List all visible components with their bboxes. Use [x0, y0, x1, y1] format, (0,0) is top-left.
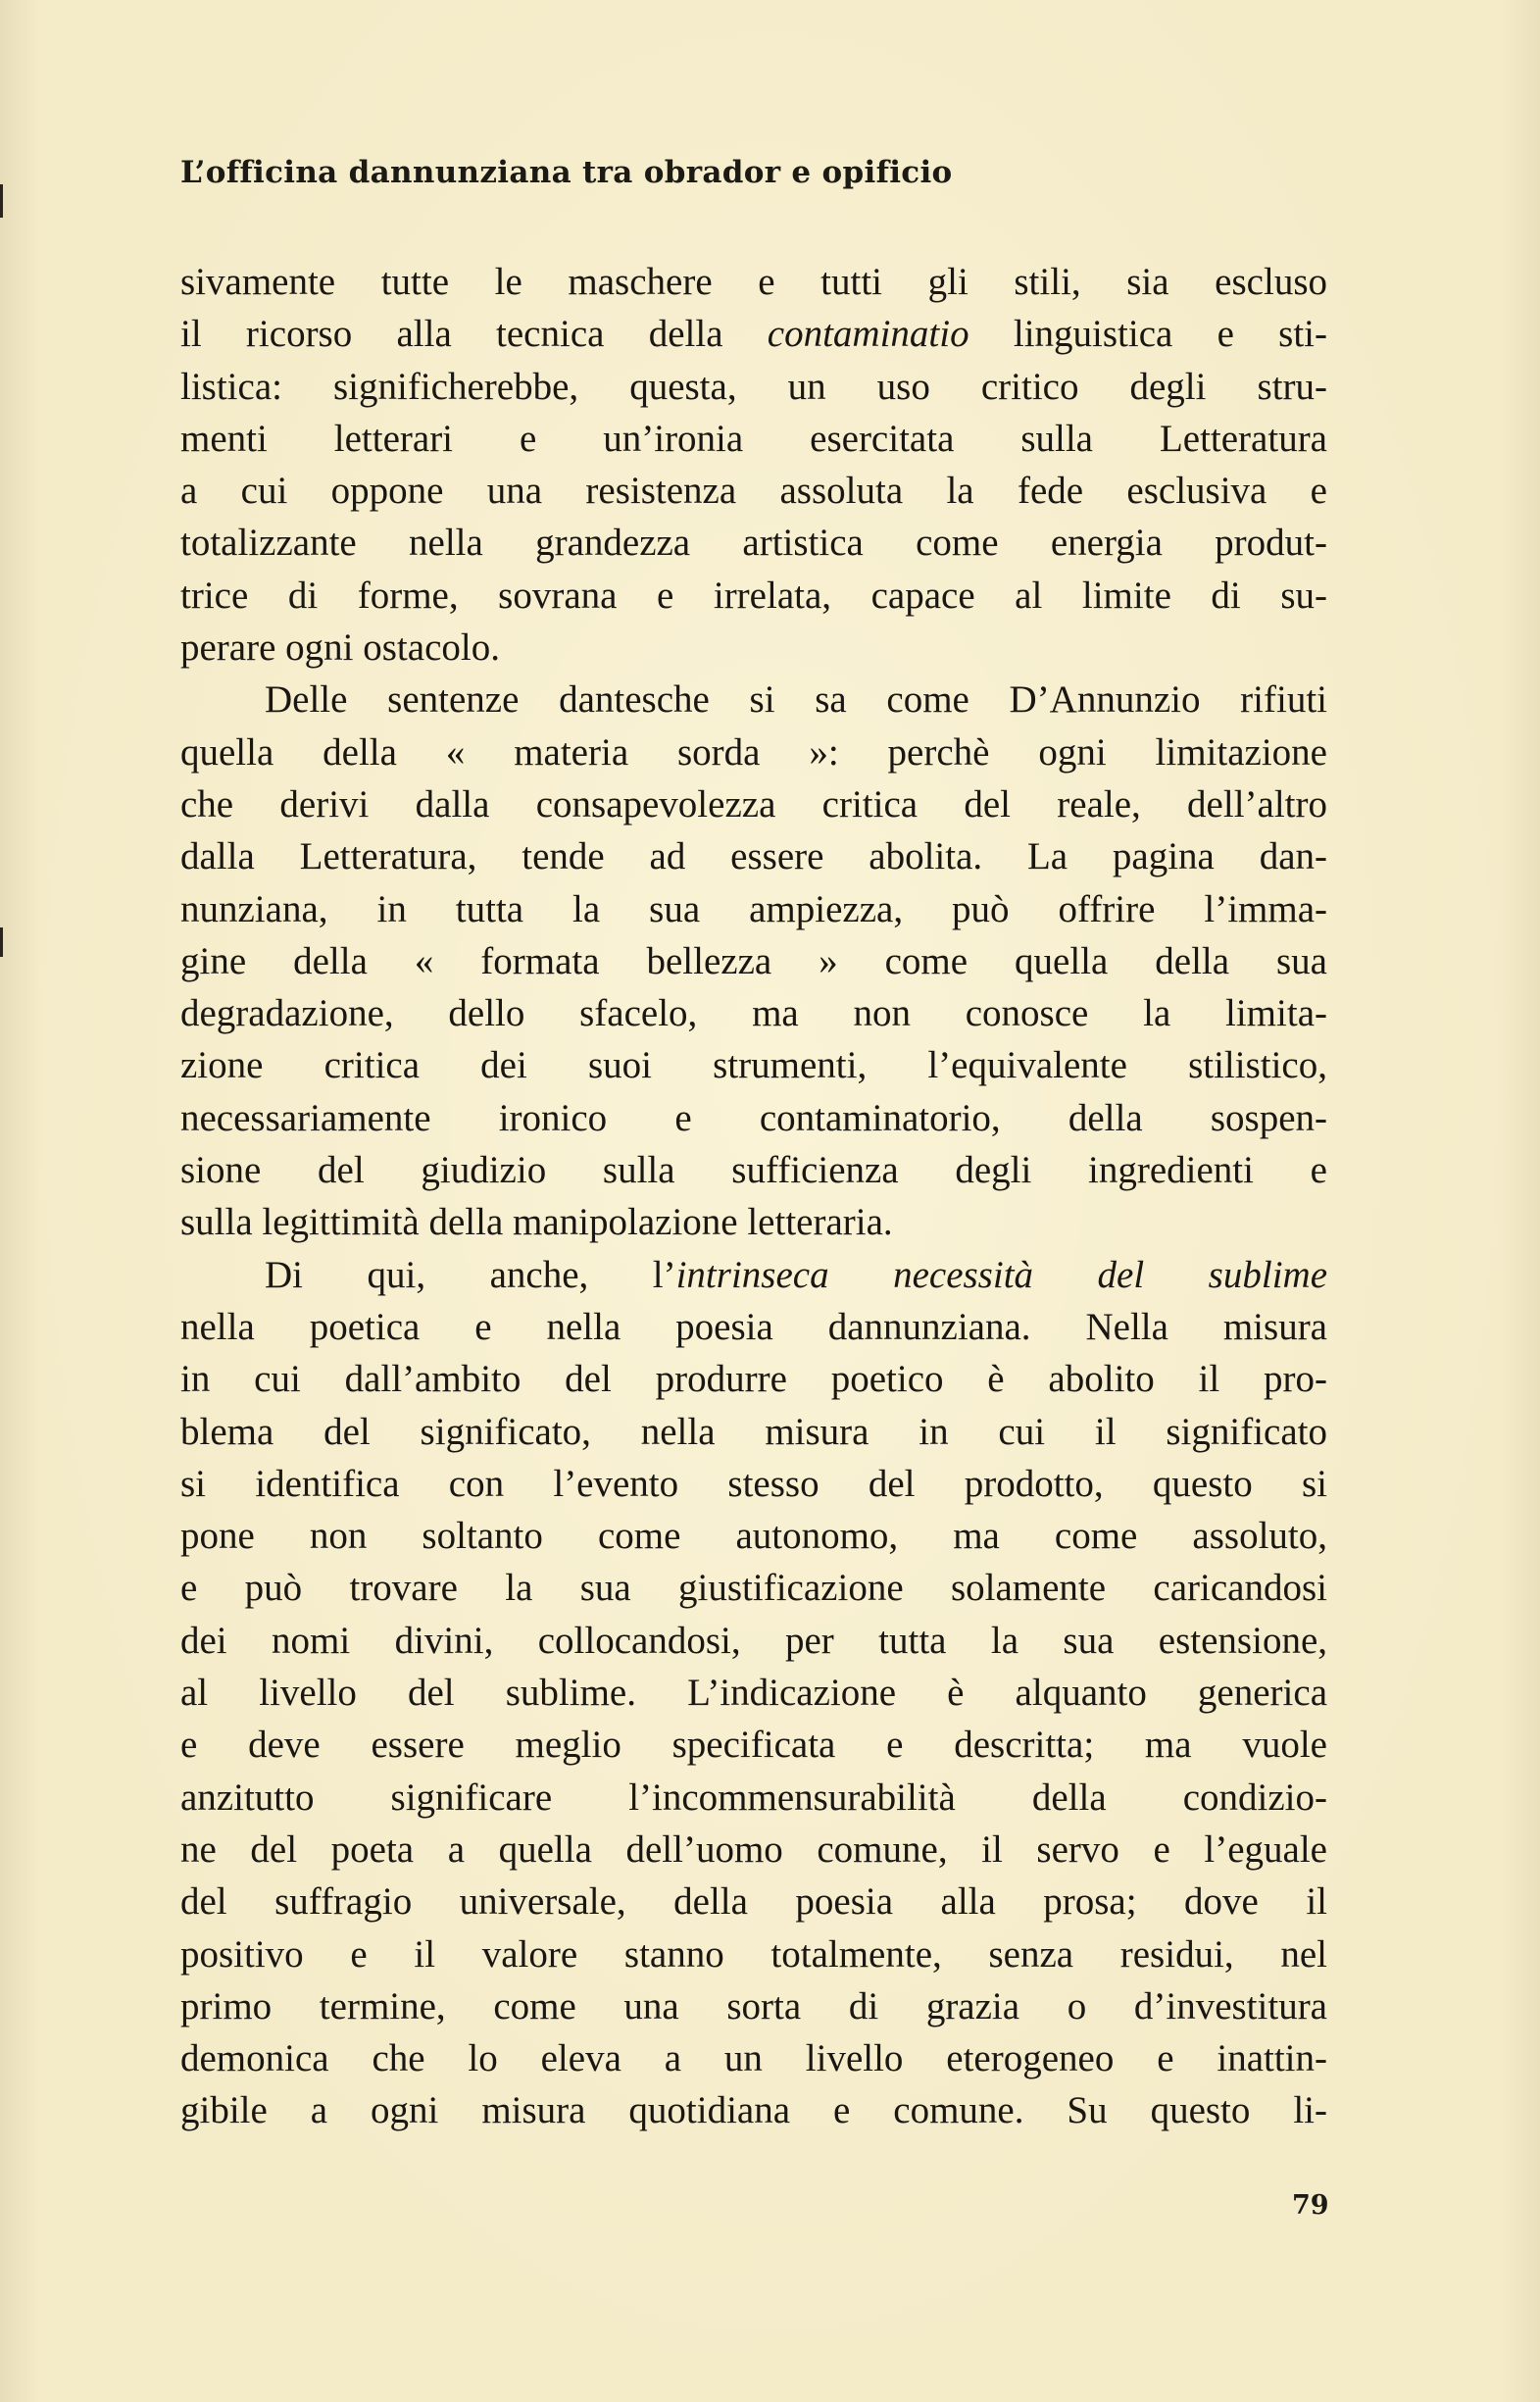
text-line: positivo e il valore stanno totalmente, senza residui, nel	[180, 1932, 1327, 1976]
text-line: Delle sentenze dantesche si sa come D’Annunzio rifiuti	[265, 678, 1327, 722]
text-line: trice di forme, sovrana e irrelata, capace al limite di su-	[180, 574, 1327, 617]
text-line: sulla legittimità della manipolazione letteraria.	[180, 1201, 893, 1244]
text-line: e può trovare la sua giustificazione solamente caricandosi	[180, 1567, 1327, 1610]
text-line: pone non soltanto come autonomo, ma come assoluto,	[180, 1515, 1327, 1558]
text-line: ne del poeta a quella dell’uomo comune, il servo e l’eguale	[180, 1827, 1327, 1871]
text-line: primo termine, come una sorta di grazia o d’investitura	[180, 1984, 1327, 2027]
text-line: dei nomi divini, collocandosi, per tutta la sua estensione,	[180, 1619, 1327, 1662]
text-line: perare ogni ostacolo.	[180, 626, 500, 670]
text-line: in cui dall’ambito del produrre poetico è abolito il pro-	[180, 1358, 1327, 1401]
margin-mark	[0, 927, 3, 957]
text-line: che derivi dalla consapevolezza critica del reale, dell’altro	[180, 782, 1327, 826]
body-text	[180, 256, 1327, 2137]
text-line: zione critica dei suoi strumenti, l’equivalente stilistico,	[180, 1044, 1327, 1087]
text-line: demonica che lo eleva a un livello eterogeneo e inattin-	[180, 2037, 1327, 2080]
text-line: quella della « materia sorda »: perchè ogni limitazione	[180, 730, 1327, 774]
text-line: a cui oppone una resistenza assoluta la fede esclusiva e	[180, 470, 1327, 513]
text-line: necessariamente ironico e contaminatorio, della sospen-	[180, 1096, 1327, 1139]
running-head: L’officina dannunziana tra obrador e opificio	[180, 155, 953, 190]
text-line: gine della « formata bellezza » come quella della sua	[180, 939, 1327, 982]
text-line: sivamente tutte le maschere e tutti gli stili, sia escluso	[180, 261, 1327, 303]
text-line: listica: significherebbe, questa, un uso critico degli stru-	[180, 365, 1327, 408]
text-line: si identifica con l’evento stesso del prodotto, questo si	[180, 1462, 1327, 1505]
text-line: totalizzante nella grandezza artistica come energia produt-	[180, 522, 1327, 565]
text-line: e deve essere meglio specificata e descritta; ma vuole	[180, 1724, 1327, 1767]
italic-term: contaminatio	[767, 313, 969, 356]
text-line: sione del giudizio sulla sufficienza degli ingredienti e	[180, 1149, 1327, 1192]
text-line: al livello del sublime. L’indicazione è alquanto generica	[180, 1672, 1327, 1715]
margin-mark	[0, 184, 3, 218]
text-line: gibile a ogni misura quotidiana e comune. Su questo li-	[180, 2089, 1327, 2132]
text-line: nella poetica e nella poesia dannunziana. Nella misura	[180, 1305, 1327, 1348]
text-line: Di qui, anche, l’intrinseca necessità del sublime	[265, 1253, 1327, 1296]
text-line: il ricorso alla tecnica della contaminatio linguistica e sti-	[180, 313, 1327, 356]
page-number: 79	[1292, 2190, 1329, 2221]
text-line: del suffragio universale, della poesia alla prosa; dove il	[180, 1880, 1327, 1924]
text-line: menti letterari e un’ironia esercitata sulla Letteratura	[180, 417, 1327, 460]
italic-term: intrinseca necessità del sublime	[675, 1253, 1327, 1296]
text-line: nunziana, in tutta la sua ampiezza, può offrire l’imma-	[180, 887, 1327, 930]
text-line: blema del significato, nella misura in cui il significato	[180, 1410, 1327, 1453]
text-line: dalla Letteratura, tende ad essere abolita. La pagina dan-	[180, 835, 1327, 878]
text-line: degradazione, dello sfacelo, ma non conosce la limita-	[180, 992, 1327, 1035]
text-line: anzitutto significare l’incommensurabilità della condizio-	[180, 1776, 1327, 1819]
